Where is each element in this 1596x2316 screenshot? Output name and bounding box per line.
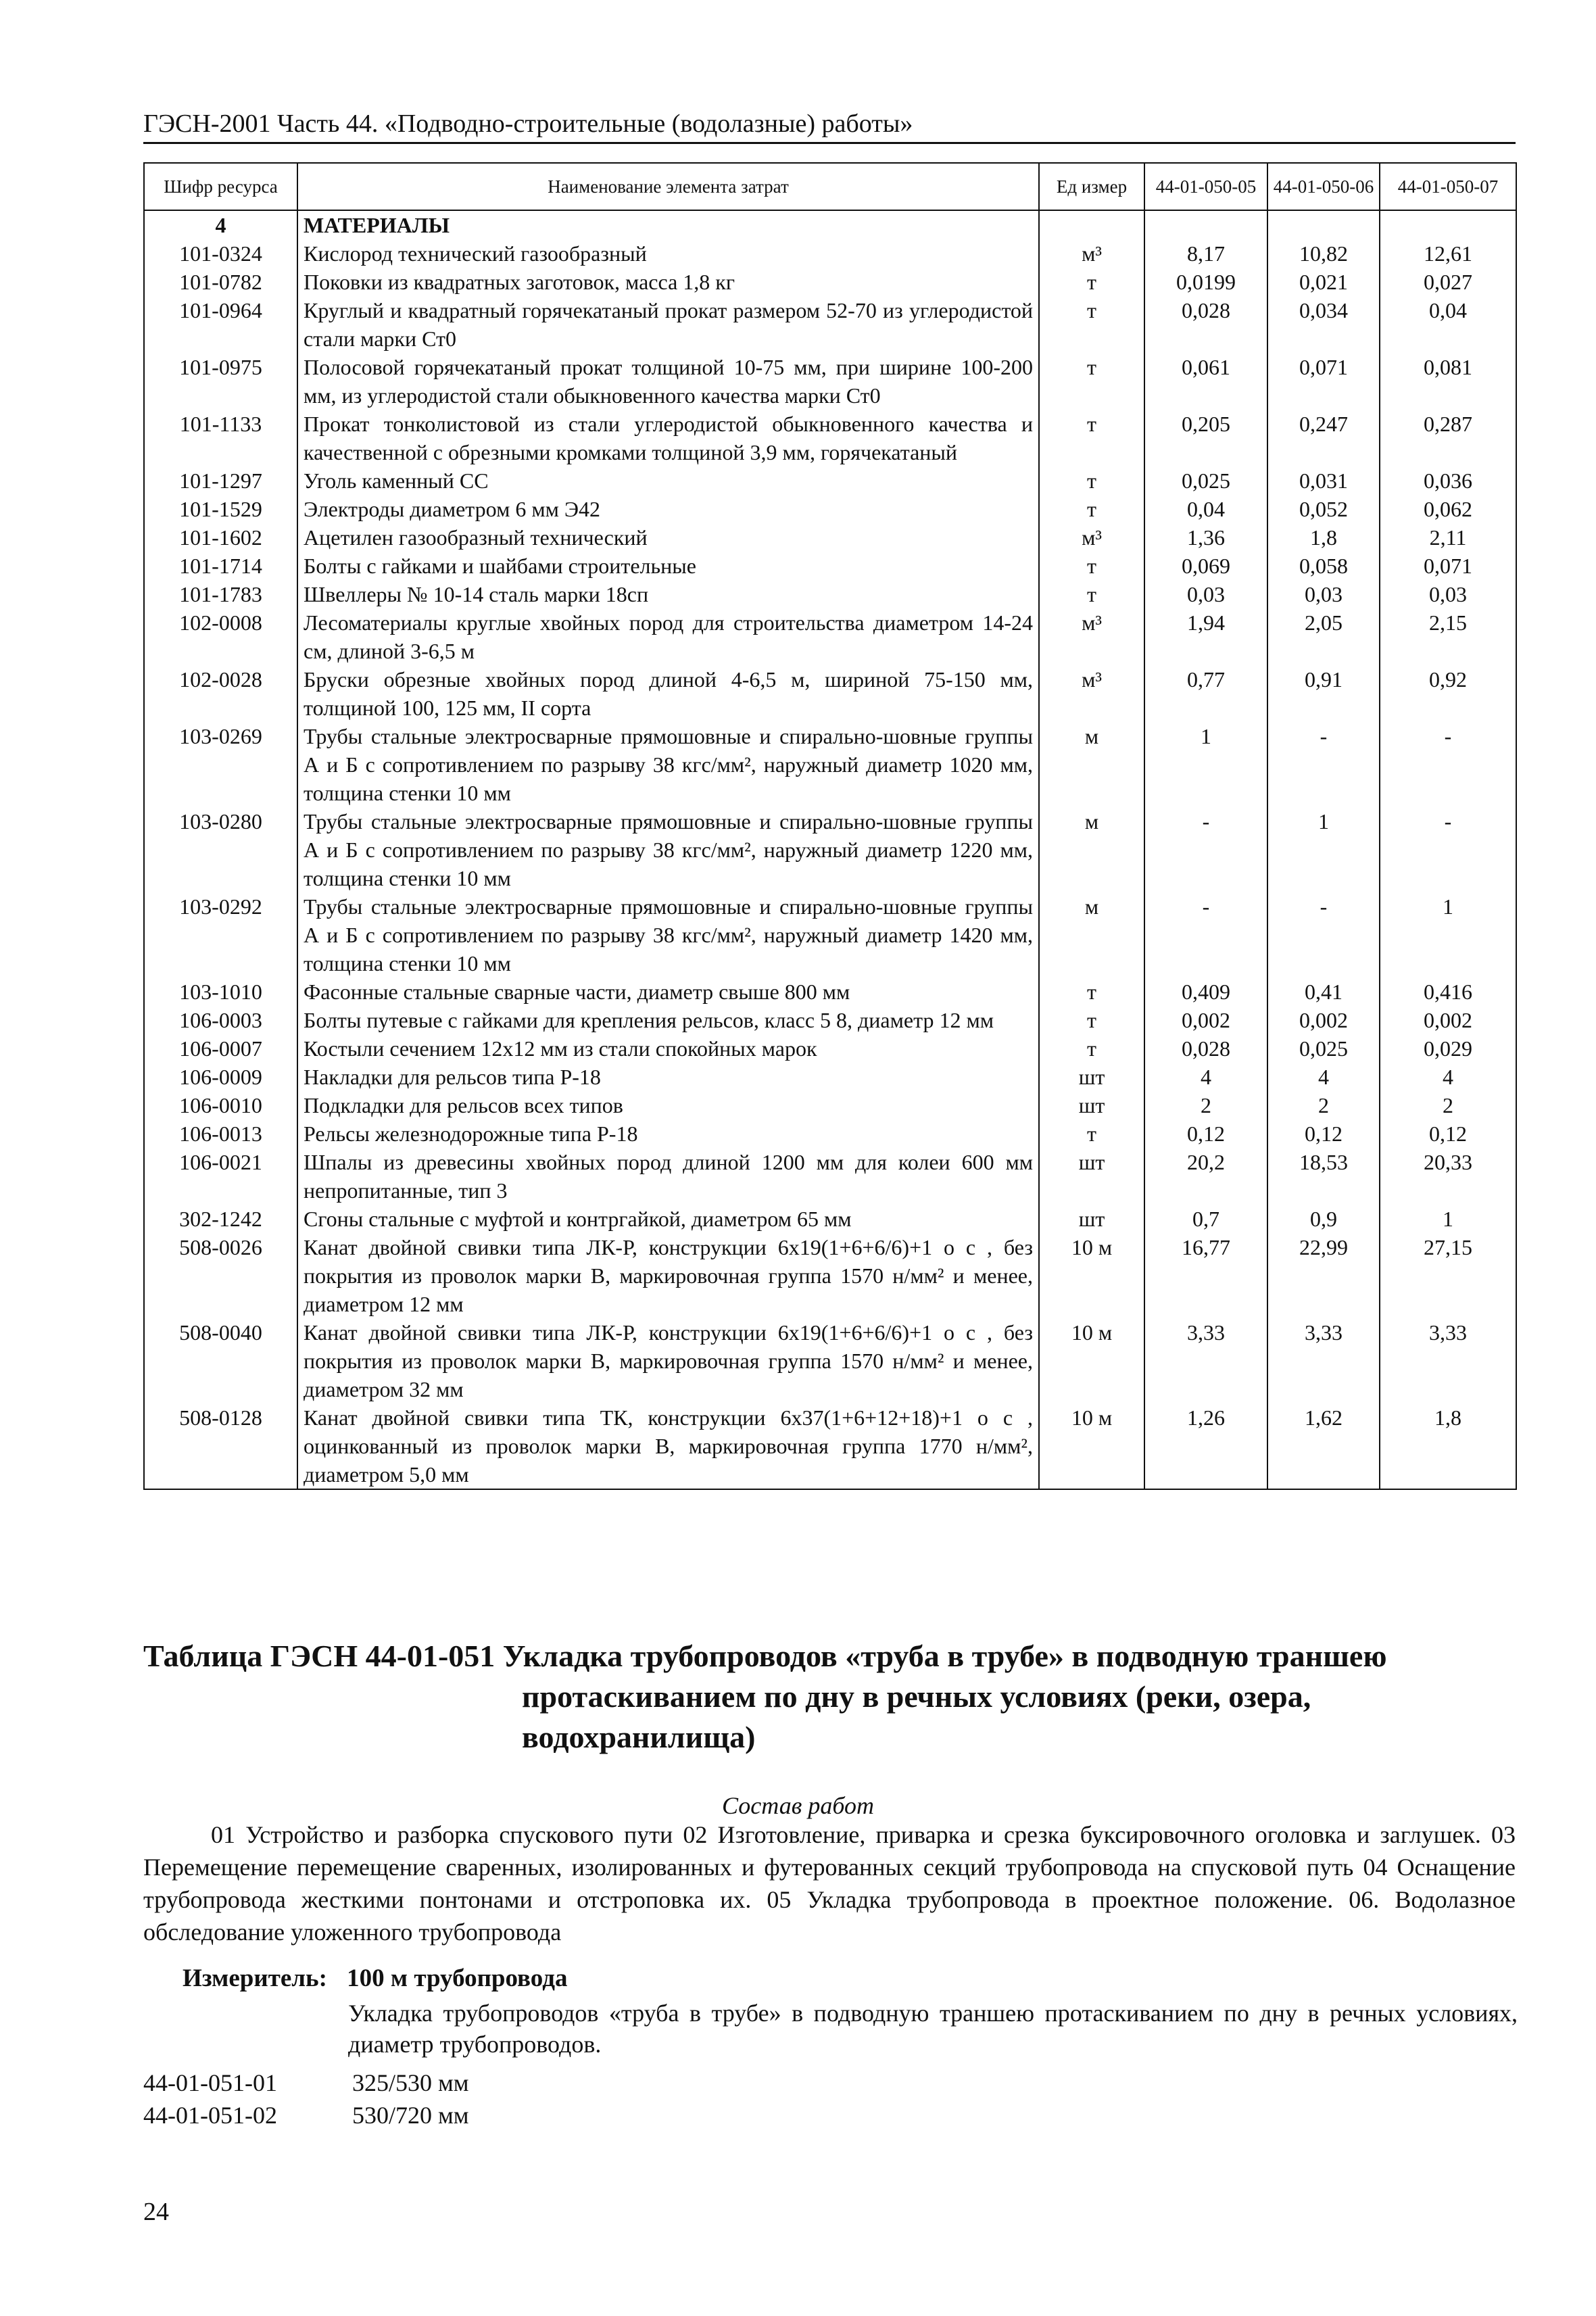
resource-code: 106-0013 — [144, 1119, 297, 1148]
value-050-05: 0,069 — [1144, 552, 1267, 580]
value-050-07: 0,03 — [1380, 580, 1516, 608]
table-title-lead: Таблица ГЭСН 44-01-051 Укладка трубопроводов «труба в трубе» в подводную траншею — [143, 1639, 1387, 1673]
table-row — [144, 665, 1516, 722]
value-050-05: 1,94 — [1144, 608, 1267, 665]
resource-unit: 10 м — [1039, 1403, 1144, 1489]
col-header-050-07: 44-01-050-07 — [1380, 163, 1516, 210]
resource-name: Канат двойной свивки типа ТК, конструкции 6х37(1+6+12+18)+1 о с , оцинкованный из проволок марки В, маркировочная группа 1770 н/мм², диаметром 5,0 мм — [297, 1403, 1039, 1489]
value-050-07: 2,15 — [1380, 608, 1516, 665]
resource-unit: 10 м — [1039, 1233, 1144, 1318]
value-050-06: 10,82 — [1267, 239, 1380, 268]
works-heading: Состав работ — [722, 1792, 874, 1819]
resource-code: 106-0007 — [144, 1034, 297, 1063]
value-050-05: 1,36 — [1144, 523, 1267, 552]
value-050-06: 0,034 — [1267, 296, 1380, 353]
value-050-05: 4 — [1144, 1063, 1267, 1091]
page-number: 24 — [143, 2198, 169, 2226]
resource-name: Поковки из квадратных заготовок, масса 1,8 кг — [297, 268, 1039, 296]
resource-code: 101-1133 — [144, 410, 297, 466]
table-row — [144, 608, 1516, 665]
resource-name: Фасонные стальные сварные части, диаметр свыше 800 мм — [297, 978, 1039, 1006]
table-row — [144, 1119, 1516, 1148]
resource-unit: м³ — [1039, 665, 1144, 722]
value-050-06 — [1267, 210, 1380, 239]
resource-name: Полосовой горячекатаный прокат толщиной 10-75 мм, при ширине 100-200 мм, из углеродистой стали обыкновенного качества марки Ст0 — [297, 353, 1039, 410]
resource-unit: м³ — [1039, 523, 1144, 552]
value-050-06: 0,03 — [1267, 580, 1380, 608]
value-050-07: 20,33 — [1380, 1148, 1516, 1205]
table-row — [144, 1318, 1516, 1403]
value-050-05 — [1144, 210, 1267, 239]
value-050-06: 0,021 — [1267, 268, 1380, 296]
table-row — [144, 978, 1516, 1006]
resource-code: 103-1010 — [144, 978, 297, 1006]
resource-unit: шт — [1039, 1205, 1144, 1233]
value-050-06: 0,025 — [1267, 1034, 1380, 1063]
resource-unit: т — [1039, 1119, 1144, 1148]
value-050-05: 0,025 — [1144, 466, 1267, 495]
config-code: 44-01-051-01 — [143, 2069, 277, 2096]
value-050-06: 1 — [1267, 807, 1380, 892]
value-050-07: 12,61 — [1380, 239, 1516, 268]
table-header-row — [144, 163, 1516, 210]
value-050-07: 0,029 — [1380, 1034, 1516, 1063]
resource-unit: т — [1039, 495, 1144, 523]
value-050-07: 0,081 — [1380, 353, 1516, 410]
table-row — [144, 239, 1516, 268]
value-050-05: 0,77 — [1144, 665, 1267, 722]
resource-code: 101-0964 — [144, 296, 297, 353]
table-title-cont: протаскиванием по дну в речных условиях (реки, озера, водохранилища) — [522, 1679, 1311, 1754]
resource-unit: т — [1039, 1006, 1144, 1034]
table-row — [144, 268, 1516, 296]
resource-unit: 10 м — [1039, 1318, 1144, 1403]
value-050-06: 18,53 — [1267, 1148, 1380, 1205]
table-row — [144, 1063, 1516, 1091]
resource-name: Сгоны стальные с муфтой и контргайкой, диаметром 65 мм — [297, 1205, 1039, 1233]
value-050-05: 0,04 — [1144, 495, 1267, 523]
value-050-07: 1 — [1380, 1205, 1516, 1233]
resource-code: 102-0028 — [144, 665, 297, 722]
value-050-06: 2,05 — [1267, 608, 1380, 665]
table-row — [144, 552, 1516, 580]
resource-unit: шт — [1039, 1091, 1144, 1119]
value-050-06: 0,91 — [1267, 665, 1380, 722]
resource-unit: т — [1039, 410, 1144, 466]
resource-code: 101-0324 — [144, 239, 297, 268]
resource-code: 508-0026 — [144, 1233, 297, 1318]
value-050-06: - — [1267, 892, 1380, 978]
value-050-05: 20,2 — [1144, 1148, 1267, 1205]
value-050-05: 8,17 — [1144, 239, 1267, 268]
resource-code: 101-0975 — [144, 353, 297, 410]
value-050-06: 0,071 — [1267, 353, 1380, 410]
resource-code: 101-1783 — [144, 580, 297, 608]
config-value: 530/720 мм — [352, 2102, 469, 2129]
value-050-05: - — [1144, 807, 1267, 892]
value-050-06: 0,41 — [1267, 978, 1380, 1006]
table-row — [144, 1233, 1516, 1318]
resource-unit: т — [1039, 268, 1144, 296]
resource-code: 101-1714 — [144, 552, 297, 580]
resource-unit: т — [1039, 296, 1144, 353]
resource-name: Накладки для рельсов типа Р-18 — [297, 1063, 1039, 1091]
resource-name: Круглый и квадратный горячекатаный прокат размером 52-70 из углеродистой стали марки Ст0 — [297, 296, 1039, 353]
resource-unit: м — [1039, 807, 1144, 892]
resource-unit: м³ — [1039, 608, 1144, 665]
resource-unit: шт — [1039, 1063, 1144, 1091]
value-050-05: 0,12 — [1144, 1119, 1267, 1148]
value-050-06: 0,031 — [1267, 466, 1380, 495]
value-050-06: 0,9 — [1267, 1205, 1380, 1233]
resource-name: Канат двойной свивки типа ЛК-Р, конструкции 6х19(1+6+6/6)+1 о с , без покрытия из проволок марки В, маркировочная группа 1570 н/мм² и менее, диаметром 32 мм — [297, 1318, 1039, 1403]
table-row — [144, 1403, 1516, 1489]
value-050-07: 1 — [1380, 892, 1516, 978]
table-row — [144, 1148, 1516, 1205]
resource-code: 103-0280 — [144, 807, 297, 892]
resource-unit — [1039, 210, 1144, 239]
value-050-06: 4 — [1267, 1063, 1380, 1091]
table-row — [144, 1006, 1516, 1034]
table-row — [144, 807, 1516, 892]
section-row — [144, 210, 1516, 239]
table-row — [144, 353, 1516, 410]
value-050-07: 0,12 — [1380, 1119, 1516, 1148]
col-header-code: Шифр ресурса — [144, 163, 297, 210]
works-text: 01 Устройство и разборка спускового пути 02 Изготовление, приварка и срезка буксировочного оголовка и заглушек. 03 Перемещение перемещение сваренных, изолированных и футерованных секций трубопровода на спусковой путь 04 Оснащение трубопровода жесткими понтонами и отстроповка их. 05 Укладка трубопровода в проектное положение. 06. Водолазное обследование уложенного трубопровода — [143, 1821, 1516, 1946]
resource-code: 101-1297 — [144, 466, 297, 495]
resource-name: Канат двойной свивки типа ЛК-Р, конструкции 6х19(1+6+6/6)+1 о с , без покрытия из проволок марки В, маркировочная группа 1570 н/мм² и менее, диаметром 12 мм — [297, 1233, 1039, 1318]
value-050-07: 3,33 — [1380, 1318, 1516, 1403]
value-050-05: - — [1144, 892, 1267, 978]
value-050-05: 2 — [1144, 1091, 1267, 1119]
value-050-06: 0,002 — [1267, 1006, 1380, 1034]
resource-code: 102-0008 — [144, 608, 297, 665]
table-row — [144, 495, 1516, 523]
value-050-07: 2,11 — [1380, 523, 1516, 552]
value-050-07: 0,002 — [1380, 1006, 1516, 1034]
resource-unit: м — [1039, 722, 1144, 807]
resource-unit: т — [1039, 552, 1144, 580]
value-050-05: 1 — [1144, 722, 1267, 807]
value-050-05: 0,03 — [1144, 580, 1267, 608]
table-row — [144, 1091, 1516, 1119]
value-050-06: - — [1267, 722, 1380, 807]
config-code: 44-01-051-02 — [143, 2102, 277, 2129]
resource-name: Швеллеры № 10-14 сталь марки 18сп — [297, 580, 1039, 608]
table-row — [144, 892, 1516, 978]
value-050-05: 0,205 — [1144, 410, 1267, 466]
col-header-name: Наименование элемента затрат — [297, 163, 1039, 210]
resource-unit: м — [1039, 892, 1144, 978]
resource-code: 508-0128 — [144, 1403, 297, 1489]
resource-code: 106-0021 — [144, 1148, 297, 1205]
value-050-07: 2 — [1380, 1091, 1516, 1119]
value-050-05: 0,002 — [1144, 1006, 1267, 1034]
resource-unit: т — [1039, 1034, 1144, 1063]
measure-description: Укладка трубопроводов «труба в трубе» в подводную траншею протаскиванием по дну в речных условиях, диаметр трубопроводов. — [348, 2000, 1518, 2058]
resource-unit: т — [1039, 978, 1144, 1006]
value-050-06: 1,8 — [1267, 523, 1380, 552]
resource-table — [143, 162, 1517, 1490]
table-title — [143, 1636, 1522, 1758]
resource-name: Прокат тонколистовой из стали углеродистой обыкновенного качества и качественной с обрезными кромками толщиной 3,9 мм, горячекатаный — [297, 410, 1039, 466]
value-050-06: 0,12 — [1267, 1119, 1380, 1148]
value-050-05: 1,26 — [1144, 1403, 1267, 1489]
resource-unit: т — [1039, 353, 1144, 410]
measure-value: 100 м трубопровода — [347, 1964, 568, 1992]
resource-code: 106-0003 — [144, 1006, 297, 1034]
resource-name: Костыли сечением 12x12 мм из стали спокойных марок — [297, 1034, 1039, 1063]
config-value: 325/530 мм — [352, 2069, 469, 2096]
value-050-06: 0,052 — [1267, 495, 1380, 523]
value-050-05: 0,028 — [1144, 1034, 1267, 1063]
resource-name: Болты путевые с гайками для крепления рельсов, класс 5 8, диаметр 12 мм — [297, 1006, 1039, 1034]
value-050-07: 0,036 — [1380, 466, 1516, 495]
resource-unit: т — [1039, 466, 1144, 495]
config-row — [143, 2101, 469, 2129]
resource-name: Рельсы железнодорожные типа Р-18 — [297, 1119, 1039, 1148]
table-row — [144, 1205, 1516, 1233]
value-050-07: 27,15 — [1380, 1233, 1516, 1318]
value-050-05: 0,028 — [1144, 296, 1267, 353]
page-header: ГЭСН-2001 Часть 44. «Подводно-строительные (водолазные) работы» — [143, 108, 1516, 144]
value-050-07: 0,416 — [1380, 978, 1516, 1006]
resource-code: 101-1602 — [144, 523, 297, 552]
value-050-05: 0,061 — [1144, 353, 1267, 410]
value-050-07: 0,04 — [1380, 296, 1516, 353]
value-050-07: - — [1380, 722, 1516, 807]
value-050-06: 22,99 — [1267, 1233, 1380, 1318]
table-row — [144, 580, 1516, 608]
table-row — [144, 1034, 1516, 1063]
resource-code: 103-0269 — [144, 722, 297, 807]
resource-name: Трубы стальные электросварные прямошовные и спирально-шовные группы А и Б с сопротивлением по разрыву 38 кгс/мм², наружный диаметр 1420 мм, толщина стенки 10 мм — [297, 892, 1039, 978]
col-header-050-05: 44-01-050-05 — [1144, 163, 1267, 210]
table-row — [144, 466, 1516, 495]
resource-name: Ацетилен газообразный технический — [297, 523, 1039, 552]
resource-code: 4 — [144, 210, 297, 239]
resource-code: 103-0292 — [144, 892, 297, 978]
value-050-05: 0,0199 — [1144, 268, 1267, 296]
resource-code: 106-0010 — [144, 1091, 297, 1119]
value-050-06: 0,058 — [1267, 552, 1380, 580]
value-050-06: 3,33 — [1267, 1318, 1380, 1403]
resource-name: Трубы стальные электросварные прямошовные и спирально-шовные группы А и Б с сопротивлением по разрыву 38 кгс/мм², наружный диаметр 1220 мм, толщина стенки 10 мм — [297, 807, 1039, 892]
value-050-07: 0,92 — [1380, 665, 1516, 722]
resource-code: 302-1242 — [144, 1205, 297, 1233]
resource-unit: шт — [1039, 1148, 1144, 1205]
resource-name: Электроды диаметром 6 мм Э42 — [297, 495, 1039, 523]
table-row — [144, 523, 1516, 552]
value-050-07: 0,071 — [1380, 552, 1516, 580]
table-row — [144, 722, 1516, 807]
value-050-07: 4 — [1380, 1063, 1516, 1091]
value-050-05: 3,33 — [1144, 1318, 1267, 1403]
resource-name: Лесоматериалы круглые хвойных пород для строительства диаметром 14-24 см, длиной 3-6,5 м — [297, 608, 1039, 665]
value-050-07: 0,027 — [1380, 268, 1516, 296]
value-050-06: 1,62 — [1267, 1403, 1380, 1489]
resource-name: МАТЕРИАЛЫ — [297, 210, 1039, 239]
value-050-07 — [1380, 210, 1516, 239]
config-row — [143, 2069, 469, 2097]
value-050-05: 16,77 — [1144, 1233, 1267, 1318]
resource-name: Болты с гайками и шайбами строительные — [297, 552, 1039, 580]
resource-name: Кислород технический газообразный — [297, 239, 1039, 268]
resource-code: 101-1529 — [144, 495, 297, 523]
value-050-07: - — [1380, 807, 1516, 892]
resource-name: Уголь каменный СС — [297, 466, 1039, 495]
col-header-050-06: 44-01-050-06 — [1267, 163, 1380, 210]
table-row — [144, 296, 1516, 353]
measure-label: Измеритель: — [183, 1964, 327, 1992]
resource-name: Бруски обрезные хвойных пород длиной 4-6,5 м, шириной 75-150 мм, толщиной 100, 125 мм, II сорта — [297, 665, 1039, 722]
col-header-unit: Ед измер — [1039, 163, 1144, 210]
resource-code: 106-0009 — [144, 1063, 297, 1091]
table-row — [144, 410, 1516, 466]
value-050-06: 2 — [1267, 1091, 1380, 1119]
resource-unit: м³ — [1039, 239, 1144, 268]
resource-code: 508-0040 — [144, 1318, 297, 1403]
value-050-05: 0,409 — [1144, 978, 1267, 1006]
resource-code: 101-0782 — [144, 268, 297, 296]
resource-name: Подкладки для рельсов всех типов — [297, 1091, 1039, 1119]
value-050-07: 0,062 — [1380, 495, 1516, 523]
resource-name: Шпалы из древесины хвойных пород длиной 1200 мм для колеи 600 мм непропитанные, тип 3 — [297, 1148, 1039, 1205]
value-050-06: 0,247 — [1267, 410, 1380, 466]
measure — [183, 1964, 567, 1993]
value-050-07: 0,287 — [1380, 410, 1516, 466]
resource-name: Трубы стальные электросварные прямошовные и спирально-шовные группы А и Б с сопротивлением по разрыву 38 кгс/мм², наружный диаметр 1020 мм, толщина стенки 10 мм — [297, 722, 1039, 807]
resource-unit: т — [1039, 580, 1144, 608]
value-050-05: 0,7 — [1144, 1205, 1267, 1233]
value-050-07: 1,8 — [1380, 1403, 1516, 1489]
